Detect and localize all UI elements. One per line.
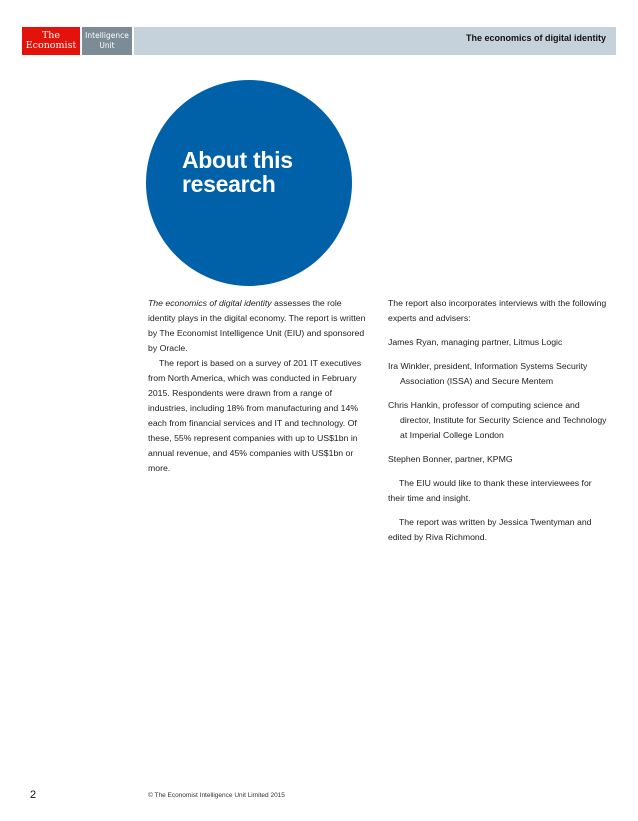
- economist-logo-line1: The: [41, 30, 61, 41]
- section-title-line1: About this: [182, 147, 293, 173]
- section-title: [182, 148, 332, 196]
- economist-logo: [22, 27, 80, 55]
- left-column: [148, 296, 368, 476]
- about-circle: [146, 80, 352, 286]
- expert-item: Chris Hankin, professor of computing science and director, Institute for Security Science and Technology at Imperial College London: [388, 400, 607, 440]
- eiu-logo-line2: Unit: [99, 41, 115, 50]
- header-bar: [134, 27, 616, 55]
- intro-paragraph: [148, 296, 368, 356]
- page-header: [0, 0, 638, 60]
- report-title: The economics of digital identity: [465, 33, 606, 43]
- expert-item: James Ryan, managing partner, Litmus Logic: [388, 337, 563, 347]
- credits-paragraph: The report was written by Jessica Twentyman and edited by Riva Richmond.: [388, 517, 592, 542]
- survey-paragraph: The report is based on a survey of 201 IT executives from North America, which was conducted in February 2015. Respondents were drawn from a range of industries, including 18% from manufacturing and 14% each from financial services and IT and technology. Of these, 55% represent companies with up to US$1bn in annual revenue, and 45% companies with US$1bn or more.: [148, 358, 362, 473]
- page-number: 2: [30, 789, 37, 801]
- economist-logo-line2: Economist: [25, 40, 77, 51]
- eiu-logo-line1: Intelligence: [85, 31, 129, 40]
- intro-paragraph-text: assesses the role identity plays in the digital economy. The report is written by The Economist Intelligence Unit (EIU) and sponsored by Oracle.: [148, 298, 366, 353]
- expert-item: Stephen Bonner, partner, KPMG: [388, 454, 513, 464]
- section-title-line2: research: [182, 171, 276, 197]
- right-column: [388, 296, 608, 545]
- report-name-italic: The economics of digital identity: [148, 298, 272, 308]
- eiu-logo: [82, 27, 132, 55]
- expert-item: Ira Winkler, president, Information Systems Security Association (ISSA) and Secure Mentem: [388, 361, 588, 386]
- copyright-notice: © The Economist Intelligence Unit Limited 2015: [148, 792, 285, 799]
- interviews-intro: The report also incorporates interviews with the following experts and advisers:: [388, 298, 607, 323]
- thanks-paragraph: The EIU would like to thank these interviewees for their time and insight.: [388, 478, 592, 503]
